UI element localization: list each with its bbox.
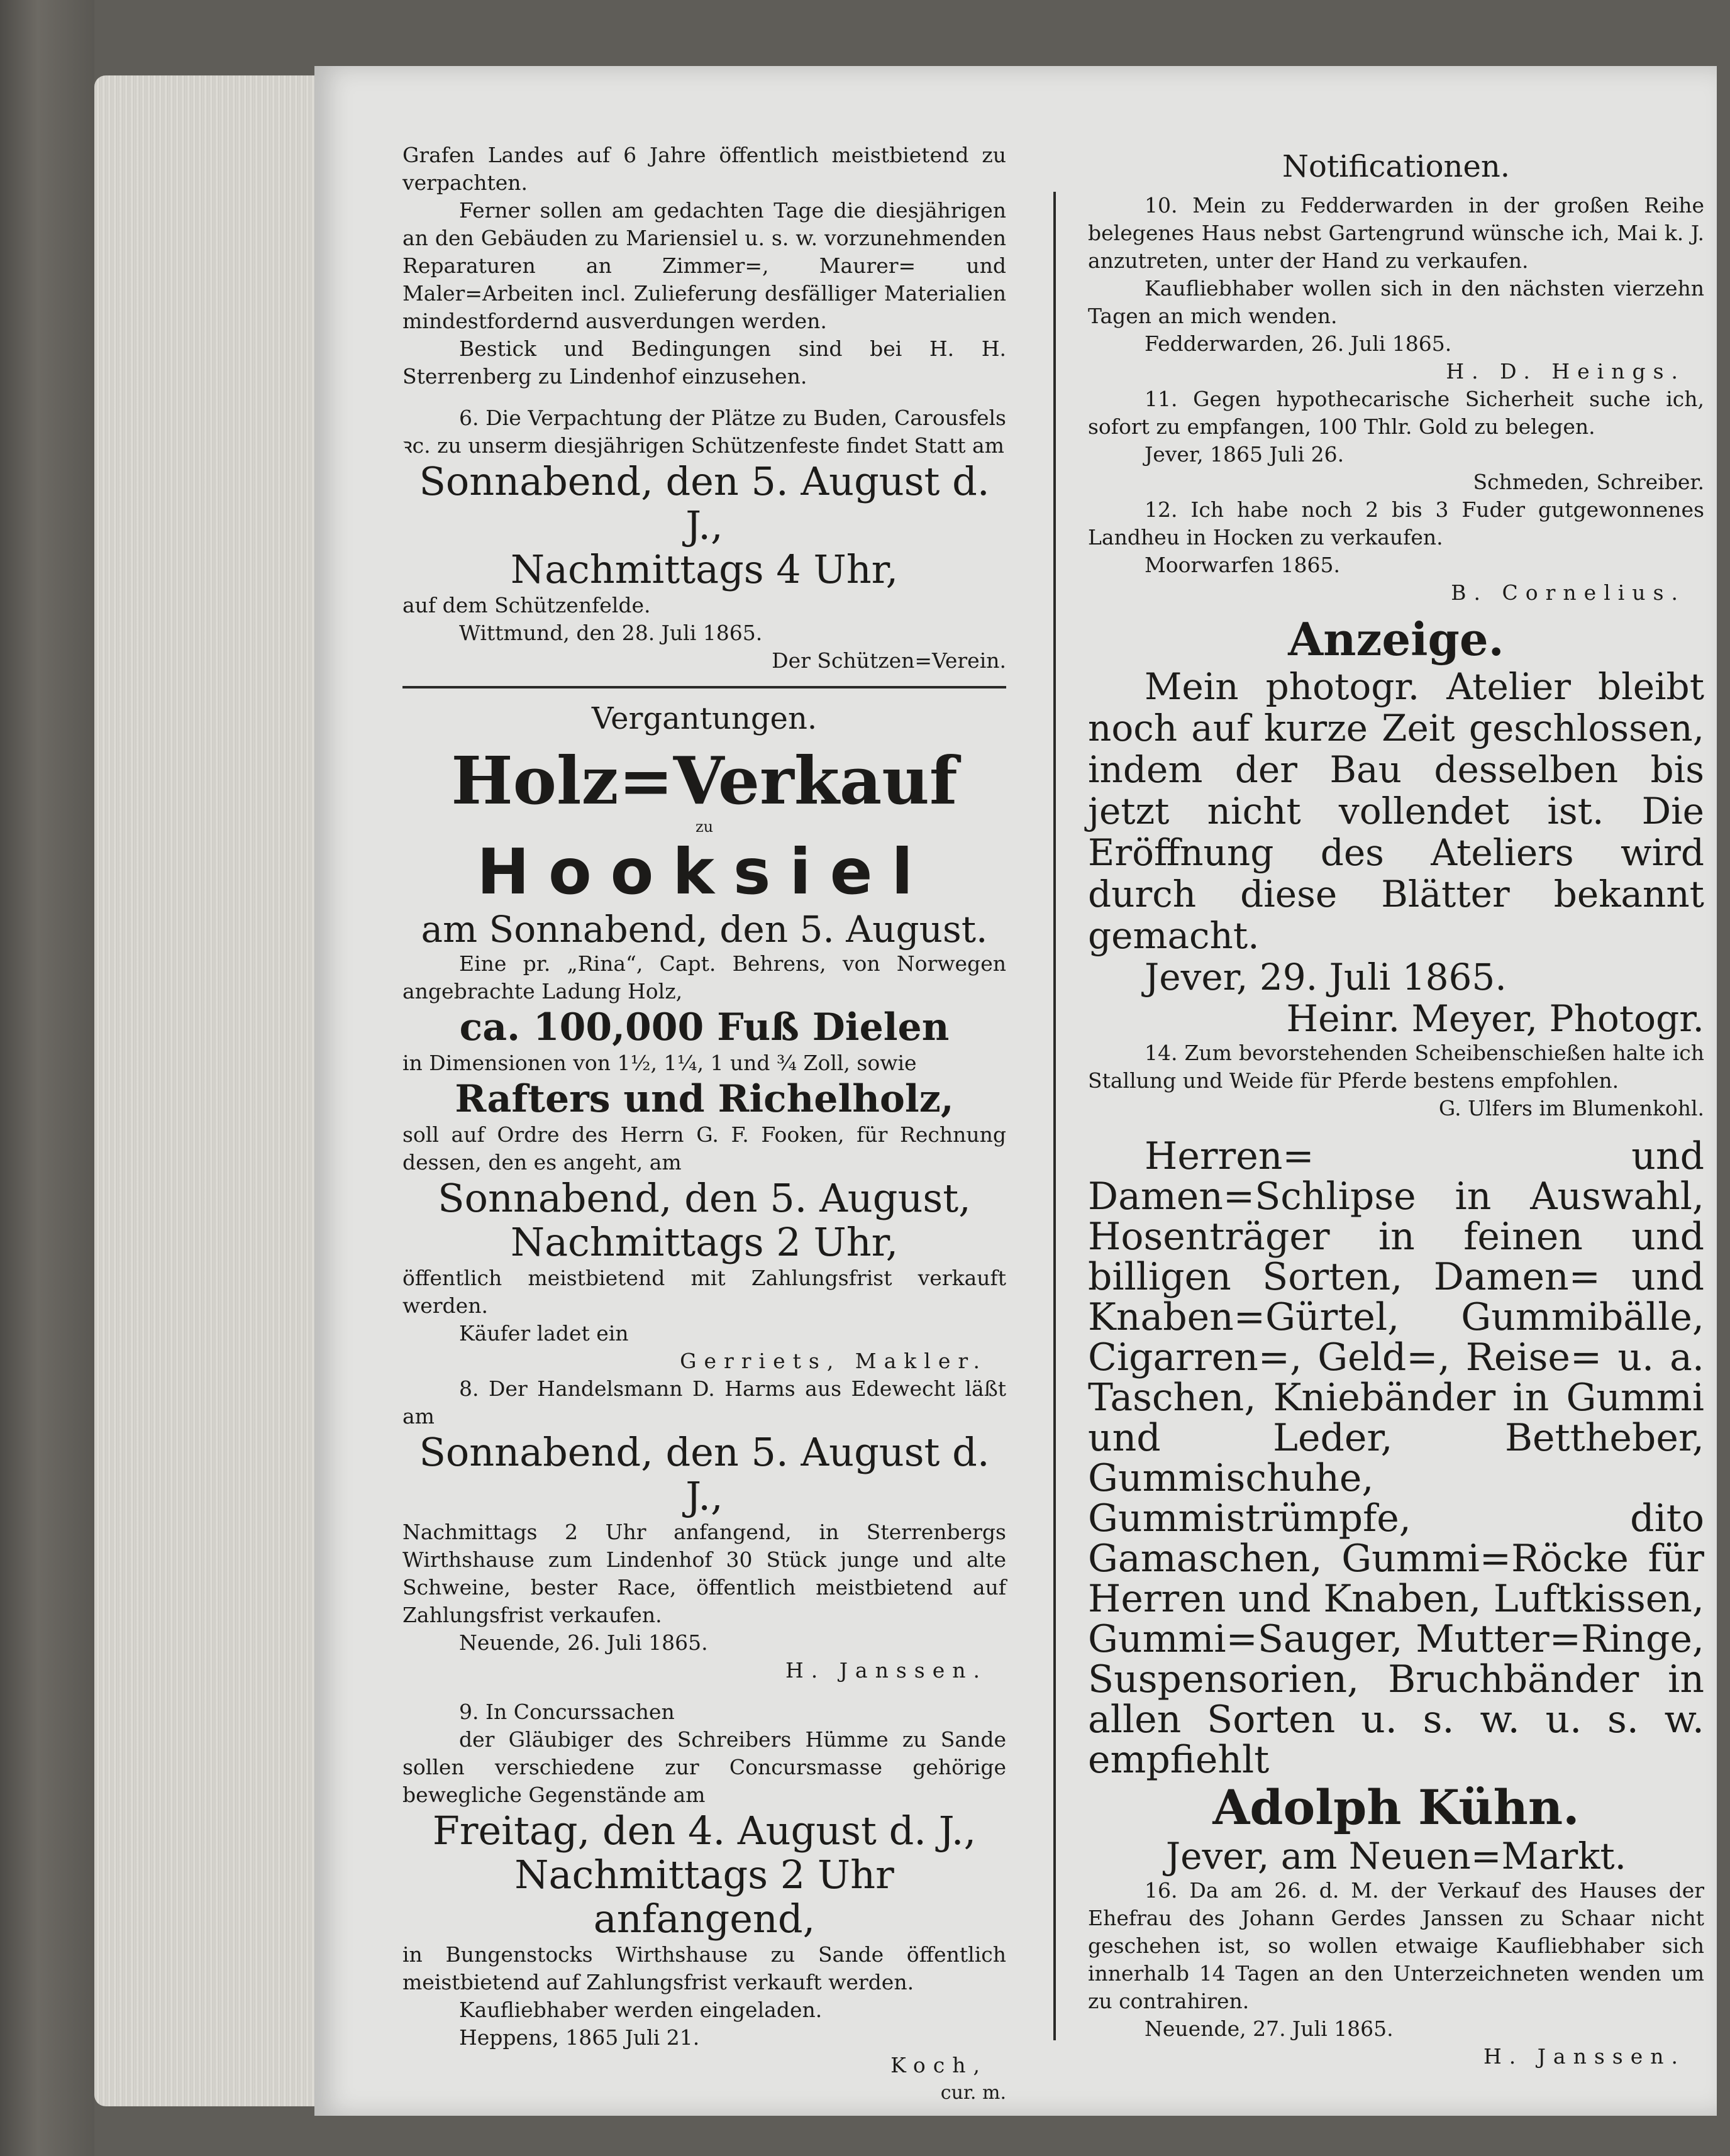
notice-6-text: 6. Die Verpachtung der Plätze zu Buden, Carousfels ꝛc. zu unserm diesjährigen Schützenfeste findet Statt am [402,406,1006,458]
left-column [402,141,1006,2107]
holz-text-3: öffentlich meistbietend mit Zahlungsfrist verkauft werden. [402,1266,1006,1318]
notice-10-text-2: Kaufliebhaber wollen sich in den nächsten vierzehn Tagen an mich wenden. [1088,276,1704,328]
notice-12-text: 12. Ich habe noch 2 bis 3 Fuder gutgewonnenes Landheu in Hocken zu verkaufen. [1088,497,1704,550]
newspaper-page [314,66,1717,2116]
notice-6-place: auf dem Schützenfelde. [402,593,651,617]
notice-8-dateline: Neuende, 26. Juli 1865. [459,1630,708,1655]
holz-kaeufer: Käufer ladet ein [459,1321,629,1346]
holz-zu: zu [695,818,714,836]
notice-8-date: Sonnabend, den 5. August d. J., [419,1429,990,1519]
notice-9-text-2: in Bungenstocks Wirthshause zu Sande öffentlich meistbietend auf Zahlungsfrist verkauft werden. [402,1942,1006,1994]
holz-date: am Sonnabend, den 5. August. [421,908,988,951]
right-column [1088,141,1704,2070]
notice-11-signature: Schmeden, Schreiber. [1473,470,1704,494]
notice-6-date: Sonnabend, den 5. August d. J., [419,458,990,548]
notice-6-time: Nachmittags 4 Uhr, [510,546,899,592]
notice-10-signature: H. D. Heings. [1446,359,1685,384]
anzeige-title: Anzeige. [1288,612,1504,666]
book-binding [0,0,94,2156]
holz-time: Nachmittags 2 Uhr, [510,1219,899,1265]
notice-6-dateline: Wittmund, den 28. Juli 1865. [459,621,763,645]
section-rule [402,686,1006,688]
notice-10-dateline: Fedderwarden, 26. Juli 1865. [1145,331,1452,356]
section-heading-vergantungen: Vergantungen. [591,701,818,736]
page-edges [94,75,321,2106]
holz-amount: ca. 100,000 Fuß Dielen [459,1005,950,1049]
section-heading-notificationen: Notificationen. [1282,149,1511,184]
holz-place: Hooksiel [477,835,932,909]
text-grafen: Grafen Landes auf 6 Jahre öffentlich meistbietend zu verpachten. [402,143,1006,195]
notice-9-kauf: Kaufliebhaber werden eingeladen. [459,1998,823,2022]
notice-16-dateline: Neuende, 27. Juli 1865. [1145,2016,1394,2041]
anzeige-signature: Heinr. Meyer, Photogr. [1286,997,1704,1040]
holz-text-2: soll auf Ordre des Herrn G. F. Fooken, für Rechnung dessen, den es angeht, am [402,1122,1006,1175]
notice-9-heading: 9. In Concurssachen [459,1700,675,1724]
notice-16-signature: H. Janssen. [1483,2044,1685,2069]
notice-8-signature: H. Janssen. [785,1658,987,1683]
holz-dimensions: in Dimensionen von 1½, 1¼, 1 und ¾ Zoll, sowie [402,1051,917,1075]
column-divider [1053,192,1056,2040]
notice-6-signature: Der Schützen=Verein. [772,648,1006,673]
notice-9-time: Nachmittags 2 Uhr anfangend, [514,1852,894,1942]
advert-merchant-place: Jever, am Neuen=Markt. [1165,1835,1627,1877]
notice-9-text: der Gläubiger des Schreibers Hümme zu Sande sollen verschiedene zur Concursmasse gehörige bewegliche Gegenstände am [402,1727,1006,1807]
text-bestick: Bestick und Bedingungen sind bei H. H. Sterrenberg zu Lindenhof einzusehen. [402,336,1006,389]
notice-11-text: 11. Gegen hypothecarische Sicherheit suche ich, sofort zu empfangen, 100 Thlr. Gold zu belegen. [1088,387,1704,439]
text-ferner: Ferner sollen am gedachten Tage die diesjährigen an den Gebäuden zu Mariensiel u. s. w. vorzunehmenden Reparaturen an Zimmer=, Maurer= und Maler=Arbeiten incl. Zulieferung desfälliger Materialien mindestfordernd ausverdungen werden. [402,198,1006,333]
notice-12-signature: B. Cornelius. [1451,580,1685,605]
notice-9-signature-2: cur. m. [940,2082,1006,2104]
holz-text-1: Eine pr. „Rina“, Capt. Behrens, von Norwegen angebrachte Ladung Holz, [402,951,1006,1003]
notice-9-signature: Koch, [890,2053,987,2077]
notice-8-text: 8. Der Handelsmann D. Harms aus Edewecht läßt am [402,1376,1006,1429]
advert-goods-list: Herren= und Damen=Schlipse in Auswahl, Hosenträger in feinen und billigen Sorten, Damen= und Knaben=Gürtel, Gummibälle, Cigarren=, Geld=, Reise= u. a. Taschen, Kniebänder in Gummi und Leder, Bettheber, Gummischuhe, Gummistrümpfe, dito Gamaschen, Gummi=Röcke für Herren und Knaben, Luftkissen, Gummi=Sauger, Mutter=Ringe, Suspensorien, Bruchbänder in allen Sorten u. s. w. u. s. w. empfiehlt [1088,1134,1704,1782]
anzeige-text: Mein photogr. Atelier bleibt noch auf kurze Zeit geschlossen, indem der Bau desselben bis jetzt nicht vollendet ist. Die Eröffnung des Ateliers wird durch diese Blätter bekannt gemacht. [1088,665,1704,957]
anzeige-dateline: Jever, 29. Juli 1865. [1145,956,1507,998]
notice-14-signature: G. Ulfers im Blumenkohl. [1438,1096,1704,1120]
holz-day: Sonnabend, den 5. August, [438,1175,971,1221]
holz-rafters: Rafters und Richelholz, [455,1077,954,1121]
notice-16-text: 16. Da am 26. d. M. der Verkauf des Hauses der Ehefrau des Johann Gerdes Janssen zu Schaar nicht geschehen ist, so wollen etwaige Kaufliebhaber sich innerhalb 14 Tagen an den Unterzeichneten wenden um zu contrahiren. [1088,1878,1704,2013]
notice-9-dateline: Heppens, 1865 Juli 21. [459,2025,700,2050]
notice-14-text: 14. Zum bevorstehenden Scheibenschießen halte ich Stallung und Weide für Pferde bestens empfohlen. [1088,1041,1704,1093]
holz-verkauf-title: Holz=Verkauf [451,742,958,819]
notice-12-dateline: Moorwarfen 1865. [1145,553,1340,577]
notice-10-text: 10. Mein zu Fedderwarden in der großen Reihe belegenes Haus nebst Gartengrund wünsche ich, Mai k. J. anzutreten, unter der Hand zu verkaufen. [1088,193,1704,273]
advert-merchant-name: Adolph Kühn. [1212,1779,1580,1835]
notice-8-text-2: Nachmittags 2 Uhr anfangend, in Sterrenbergs Wirthshause zum Lindenhof 30 Stück junge und alte Schweine, bester Race, öffentlich meistbietend auf Zahlungsfrist verkaufen. [402,1520,1006,1627]
notice-9-date: Freitag, den 4. August d. J., [432,1808,977,1854]
holz-signature: Gerriets, Makler. [680,1349,987,1373]
notice-11-dateline: Jever, 1865 Juli 26. [1145,442,1345,467]
